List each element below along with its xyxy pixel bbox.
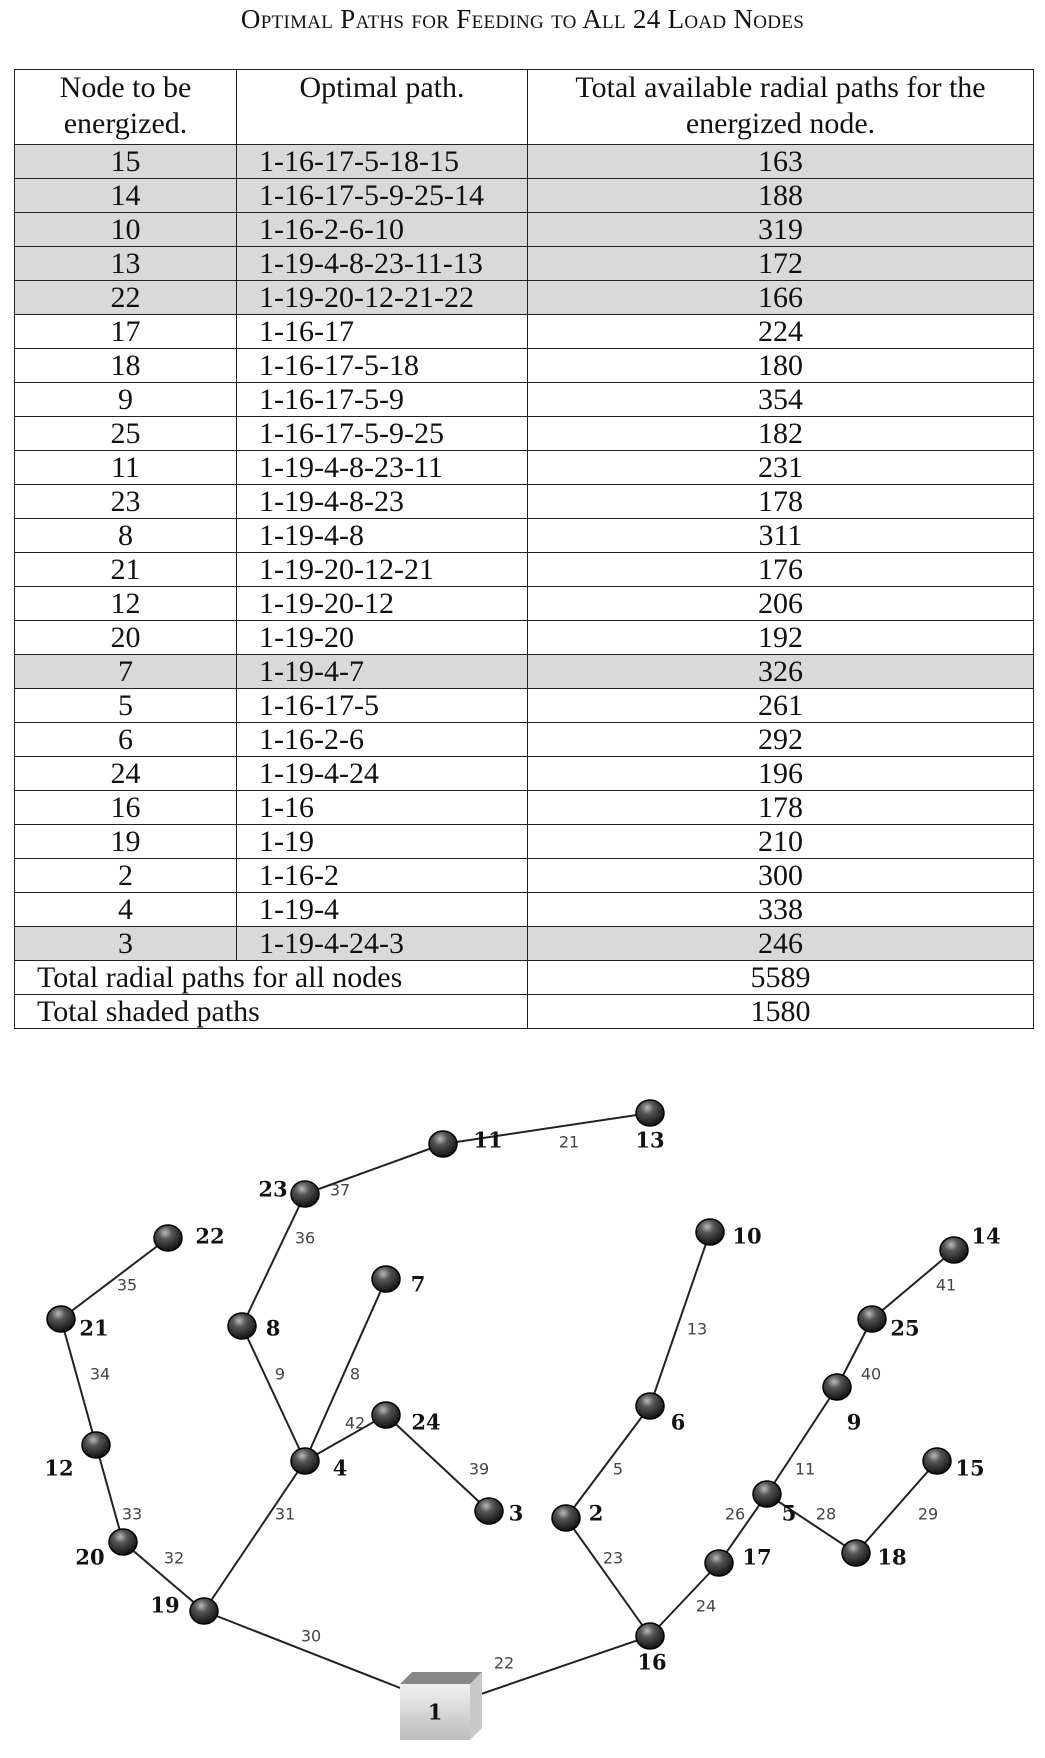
table-row [15, 315, 1034, 349]
count-cell: 192 [528, 621, 1034, 655]
count-cell: 188 [528, 179, 1034, 213]
count-cell: 180 [528, 349, 1034, 383]
edge-label: 35 [116, 1275, 138, 1295]
node-label: 9 [846, 1409, 862, 1435]
node-label: 16 [637, 1649, 667, 1675]
edge-label: 31 [274, 1504, 296, 1524]
edge-label: 11 [794, 1459, 816, 1479]
node-cell: 5 [15, 689, 237, 723]
node-cell: 23 [15, 485, 237, 519]
count-cell: 326 [528, 655, 1034, 689]
totals-row [15, 995, 1034, 1029]
node-label: 24 [411, 1409, 441, 1435]
node-cell: 22 [15, 281, 237, 315]
node-19-icon [190, 1598, 218, 1624]
node-label: 22 [195, 1223, 225, 1249]
node-cell: 21 [15, 553, 237, 587]
optimal-paths-table [14, 69, 1034, 1029]
count-cell: 182 [528, 417, 1034, 451]
edge-label: 39 [468, 1459, 490, 1479]
table-row [15, 451, 1034, 485]
node-cell: 18 [15, 349, 237, 383]
totals-row [15, 961, 1034, 995]
node-18-icon [842, 1540, 870, 1566]
node-label: 12 [44, 1455, 74, 1481]
table-row [15, 893, 1034, 927]
table-row [15, 179, 1034, 213]
table-row [15, 587, 1034, 621]
edge-label: 22 [493, 1653, 515, 1673]
node-cell: 2 [15, 859, 237, 893]
node-24-icon [372, 1402, 400, 1428]
path-cell: 1-16-17-5-18-15 [237, 145, 528, 179]
node-cell: 16 [15, 791, 237, 825]
node-label: 6 [670, 1409, 686, 1435]
node-14-icon [940, 1237, 968, 1263]
node-cell: 13 [15, 247, 237, 281]
node-cell: 10 [15, 213, 237, 247]
totals-value: 5589 [528, 961, 1034, 995]
edge-label: 26 [724, 1504, 746, 1524]
count-cell: 261 [528, 689, 1034, 723]
node-cell: 19 [15, 825, 237, 859]
edge-22-21 [61, 1238, 168, 1319]
count-cell: 178 [528, 485, 1034, 519]
count-cell: 178 [528, 791, 1034, 825]
node-label: 15 [955, 1455, 985, 1481]
node-label: 17 [742, 1544, 772, 1570]
node-label: 14 [971, 1223, 1001, 1249]
edge-label: 36 [294, 1228, 316, 1248]
edge-label: 28 [815, 1504, 837, 1524]
node-cell: 7 [15, 655, 237, 689]
node-label: 18 [877, 1544, 907, 1570]
path-cell: 1-19-4-24 [237, 757, 528, 791]
edge-11-23 [305, 1144, 443, 1194]
path-cell: 1-16-17-5 [237, 689, 528, 723]
path-cell: 1-19-4-8-23-11 [237, 451, 528, 485]
header-path: Optimal path. [237, 70, 528, 145]
edge-label: 29 [917, 1504, 939, 1524]
path-cell: 1-16-17-5-9-25 [237, 417, 528, 451]
node-cell: 20 [15, 621, 237, 655]
table-row [15, 349, 1034, 383]
node-label: 10 [732, 1223, 762, 1249]
path-cell: 1-19-20-12 [237, 587, 528, 621]
node-cell: 6 [15, 723, 237, 757]
node-cell: 8 [15, 519, 237, 553]
path-cell: 1-19-4-24-3 [237, 927, 528, 961]
count-cell: 163 [528, 145, 1034, 179]
table-row [15, 655, 1034, 689]
node-label: 8 [265, 1315, 281, 1341]
edge-4-7 [305, 1279, 386, 1461]
table-row [15, 383, 1034, 417]
node-6-icon [636, 1393, 664, 1419]
edge-label: 42 [344, 1413, 366, 1433]
edge-label: 5 [612, 1459, 624, 1479]
node-label: 5 [781, 1500, 797, 1526]
path-cell: 1-19-4-8-23 [237, 485, 528, 519]
path-cell: 1-16 [237, 791, 528, 825]
node-cell: 3 [15, 927, 237, 961]
node-23-icon [291, 1181, 319, 1207]
table-row [15, 519, 1034, 553]
path-cell: 1-19-4-8-23-11-13 [237, 247, 528, 281]
node-label: 21 [79, 1315, 109, 1341]
edge-label: 41 [935, 1275, 957, 1295]
node-label: 4 [332, 1455, 348, 1481]
node-label: 20 [75, 1544, 105, 1570]
node-label: 13 [635, 1127, 665, 1153]
edge-label: 13 [686, 1319, 708, 1339]
table-row [15, 281, 1034, 315]
path-cell: 1-16-17-5-9-25-14 [237, 179, 528, 213]
node-13-icon [636, 1100, 664, 1126]
node-cell: 12 [15, 587, 237, 621]
node-9-icon [823, 1374, 851, 1400]
path-cell: 1-19-20 [237, 621, 528, 655]
table-title: Optimal Paths for Feeding to All 24 Load Nodes [240, 4, 805, 34]
edge-4-8 [242, 1326, 305, 1461]
edge-label: 24 [695, 1596, 717, 1616]
table-row [15, 927, 1034, 961]
path-cell: 1-19 [237, 825, 528, 859]
node-5-icon [753, 1481, 781, 1507]
table-row [15, 213, 1034, 247]
node-3-icon [475, 1498, 503, 1524]
table-row [15, 859, 1034, 893]
edge-label: 30 [300, 1626, 322, 1646]
path-cell: 1-16-2-6-10 [237, 213, 528, 247]
count-cell: 206 [528, 587, 1034, 621]
path-cell: 1-19-4 [237, 893, 528, 927]
table-row [15, 417, 1034, 451]
node-7-icon [372, 1266, 400, 1292]
edge-label: 33 [121, 1504, 143, 1524]
path-cell: 1-16-2-6 [237, 723, 528, 757]
edge-5-18 [767, 1494, 856, 1553]
count-cell: 300 [528, 859, 1034, 893]
node-2-icon [552, 1505, 580, 1531]
count-cell: 196 [528, 757, 1034, 791]
edge-label: 8 [349, 1364, 361, 1384]
path-cell: 1-19-4-8 [237, 519, 528, 553]
node-cell: 4 [15, 893, 237, 927]
node-11-icon [429, 1131, 457, 1157]
count-cell: 246 [528, 927, 1034, 961]
count-cell: 292 [528, 723, 1034, 757]
count-cell: 338 [528, 893, 1034, 927]
path-cell: 1-19-4-7 [237, 655, 528, 689]
node-label: 23 [258, 1176, 288, 1202]
count-cell: 231 [528, 451, 1034, 485]
edge-label: 32 [163, 1548, 185, 1568]
totals-label: Total radial paths for all nodes [15, 961, 528, 995]
count-cell: 311 [528, 519, 1034, 553]
count-cell: 224 [528, 315, 1034, 349]
node-cell: 25 [15, 417, 237, 451]
node-16-icon [636, 1623, 664, 1649]
edge-label: 9 [274, 1364, 286, 1384]
table-header-row [15, 70, 1034, 145]
count-cell: 166 [528, 281, 1034, 315]
header-count: Total available radial paths for the energized node. [528, 70, 1034, 145]
node-label: 3 [508, 1500, 524, 1526]
path-cell: 1-19-20-12-21 [237, 553, 528, 587]
node-cell: 24 [15, 757, 237, 791]
count-cell: 319 [528, 213, 1034, 247]
node-4-icon [291, 1448, 319, 1474]
path-cell: 1-16-17-5-9 [237, 383, 528, 417]
count-cell: 210 [528, 825, 1034, 859]
node-cell: 17 [15, 315, 237, 349]
edge-label: 37 [329, 1180, 351, 1200]
table-row [15, 825, 1034, 859]
edge-label: 34 [89, 1364, 111, 1384]
node-25-icon [858, 1306, 886, 1332]
table-row [15, 723, 1034, 757]
edge-16-2 [566, 1518, 650, 1636]
node-22-icon [154, 1225, 182, 1251]
node-cell: 15 [15, 145, 237, 179]
node-label: 7 [410, 1271, 426, 1297]
table-row [15, 485, 1034, 519]
edge-label: 21 [558, 1132, 580, 1152]
node-label: 11 [473, 1127, 503, 1153]
count-cell: 354 [528, 383, 1034, 417]
path-cell: 1-16-2 [237, 859, 528, 893]
node-cell: 11 [15, 451, 237, 485]
totals-label: Total shaded paths [15, 995, 528, 1029]
table-row [15, 689, 1034, 723]
network-diagram [0, 1060, 1045, 1758]
table-row [15, 757, 1034, 791]
path-cell: 1-19-20-12-21-22 [237, 281, 528, 315]
table-row [15, 553, 1034, 587]
node-17-icon [705, 1550, 733, 1576]
node-21-icon [47, 1306, 75, 1332]
node-20-icon [109, 1529, 137, 1555]
edge-12-20 [96, 1445, 123, 1542]
edge-19-4 [204, 1461, 305, 1611]
table-row [15, 247, 1034, 281]
edge-2-6 [566, 1406, 650, 1518]
node-15-icon [923, 1448, 951, 1474]
node-12-icon [82, 1432, 110, 1458]
table-row [15, 621, 1034, 655]
node-8-icon [228, 1313, 256, 1339]
path-cell: 1-16-17 [237, 315, 528, 349]
edge-23-8 [242, 1194, 305, 1326]
table-row [15, 145, 1034, 179]
node-cell: 14 [15, 179, 237, 213]
table-row [15, 791, 1034, 825]
node-label: 19 [150, 1592, 180, 1618]
edge-label: 23 [602, 1548, 624, 1568]
count-cell: 172 [528, 247, 1034, 281]
node-label: 25 [890, 1315, 920, 1341]
node-10-icon [696, 1219, 724, 1245]
node-label: 2 [588, 1500, 604, 1526]
edge-label: 40 [860, 1364, 882, 1384]
header-node: Node to be energized. [15, 70, 237, 145]
totals-value: 1580 [528, 995, 1034, 1029]
node-cell: 9 [15, 383, 237, 417]
path-cell: 1-16-17-5-18 [237, 349, 528, 383]
node-label: 1 [427, 1699, 443, 1725]
count-cell: 176 [528, 553, 1034, 587]
